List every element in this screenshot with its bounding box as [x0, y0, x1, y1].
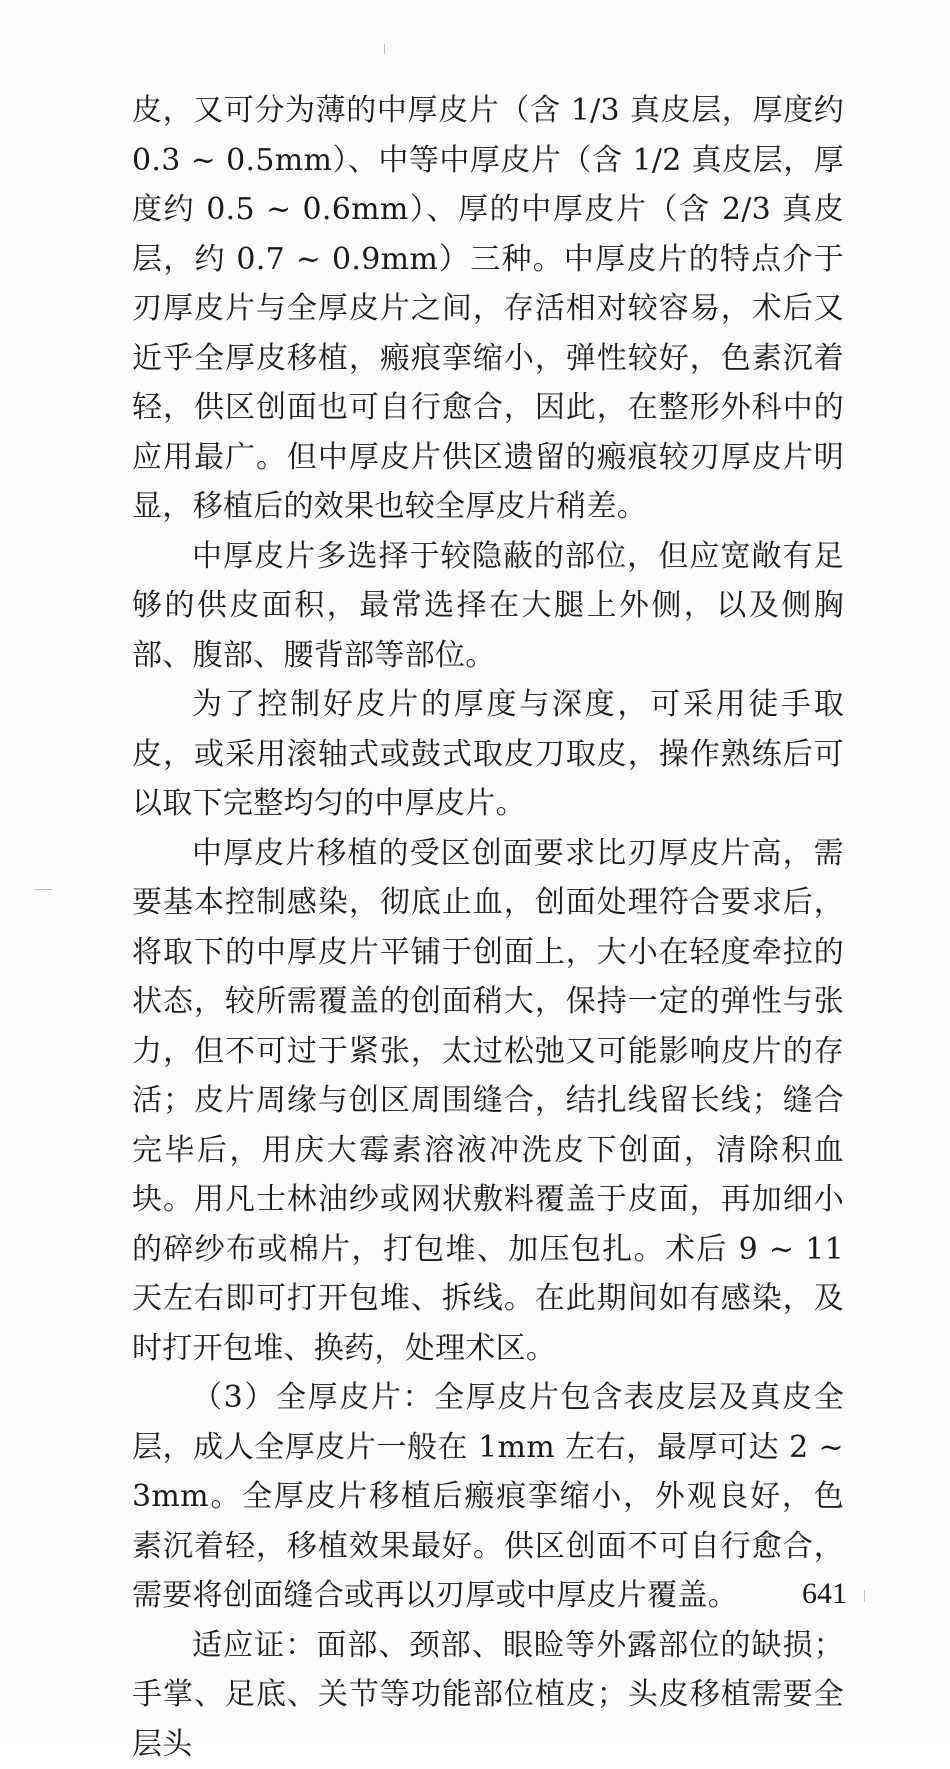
paragraph-full-thickness: （3）全厚皮片：全厚皮片包含表皮层及真皮全层，成人全厚皮片一般在 1mm 左右，最厚可达 2 ~ 3mm。全厚皮片移植后瘢痕挛缩小，外观良好，色素沉着轻，移植效果最好。供区创面不可自行愈合，需要将创面缝合或再以刃厚或中厚皮片覆盖。	[132, 1373, 844, 1621]
paragraph-thickness-types: 皮，又可分为薄的中厚皮片（含 1/3 真皮层，厚度约 0.3 ~ 0.5mm）、中等中厚皮片（含 1/2 真皮层，厚度约 0.5 ~ 0.6mm）、厚的中厚皮片（含 2/3 真皮层，约 0.7 ~ 0.9mm）三种。中厚皮片的特点介于刃厚皮片与全厚皮片之间，存活相对较容易，术后又近乎全厚皮移植，瘢痕挛缩小，弹性较好，色素沉着轻，供区创面也可自行愈合，因此，在整形外科中的应用最广。但中厚皮片供区遗留的瘢痕较刃厚皮片明显，移植后的效果也较全厚皮片稍差。	[132, 86, 844, 532]
scan-mark-top	[384, 44, 385, 54]
paragraph-donor-site: 中厚皮片多选择于较隐蔽的部位，但应宽敞有足够的供皮面积，最常选择在大腿上外侧，以及侧胸部、腹部、腰背部等部位。	[132, 532, 844, 681]
page-number: 641	[802, 1577, 847, 1611]
paragraph-recipient-site: 中厚皮片移植的受区创面要求比刃厚皮片高，需要基本控制感染，彻底止血，创面处理符合要求后，将取下的中厚皮片平铺于创面上，大小在轻度牵拉的状态，较所需覆盖的创面稍大，保持一定的弹性与张力，但不可过于紧张，太过松弛又可能影响皮片的存活；皮片周缘与创区周围缝合，结扎线留长线；缝合完毕后，用庆大霉素溶液冲洗皮下创面，清除积血块。用凡士林油纱或网状敷料覆盖于皮面，再加细小的碎纱布或棉片，打包堆、加压包扎。术后 9 ~ 11 天左右即可打开包堆、拆线。在此期间如有感染，及时打开包堆、换药，处理术区。	[132, 829, 844, 1374]
paragraph-indications: 适应证：面部、颈部、眼睑等外露部位的缺损；手掌、足底、关节等功能部位植皮；头皮移植需要全层头	[132, 1621, 844, 1769]
scan-mark-left	[34, 889, 52, 890]
scan-mark-right	[864, 1590, 865, 1602]
body-text	[132, 86, 844, 1769]
paragraph-harvest-method: 为了控制好皮片的厚度与深度，可采用徒手取皮，或采用滚轴式或鼓式取皮刀取皮，操作熟练后可以取下完整均匀的中厚皮片。	[132, 680, 844, 829]
